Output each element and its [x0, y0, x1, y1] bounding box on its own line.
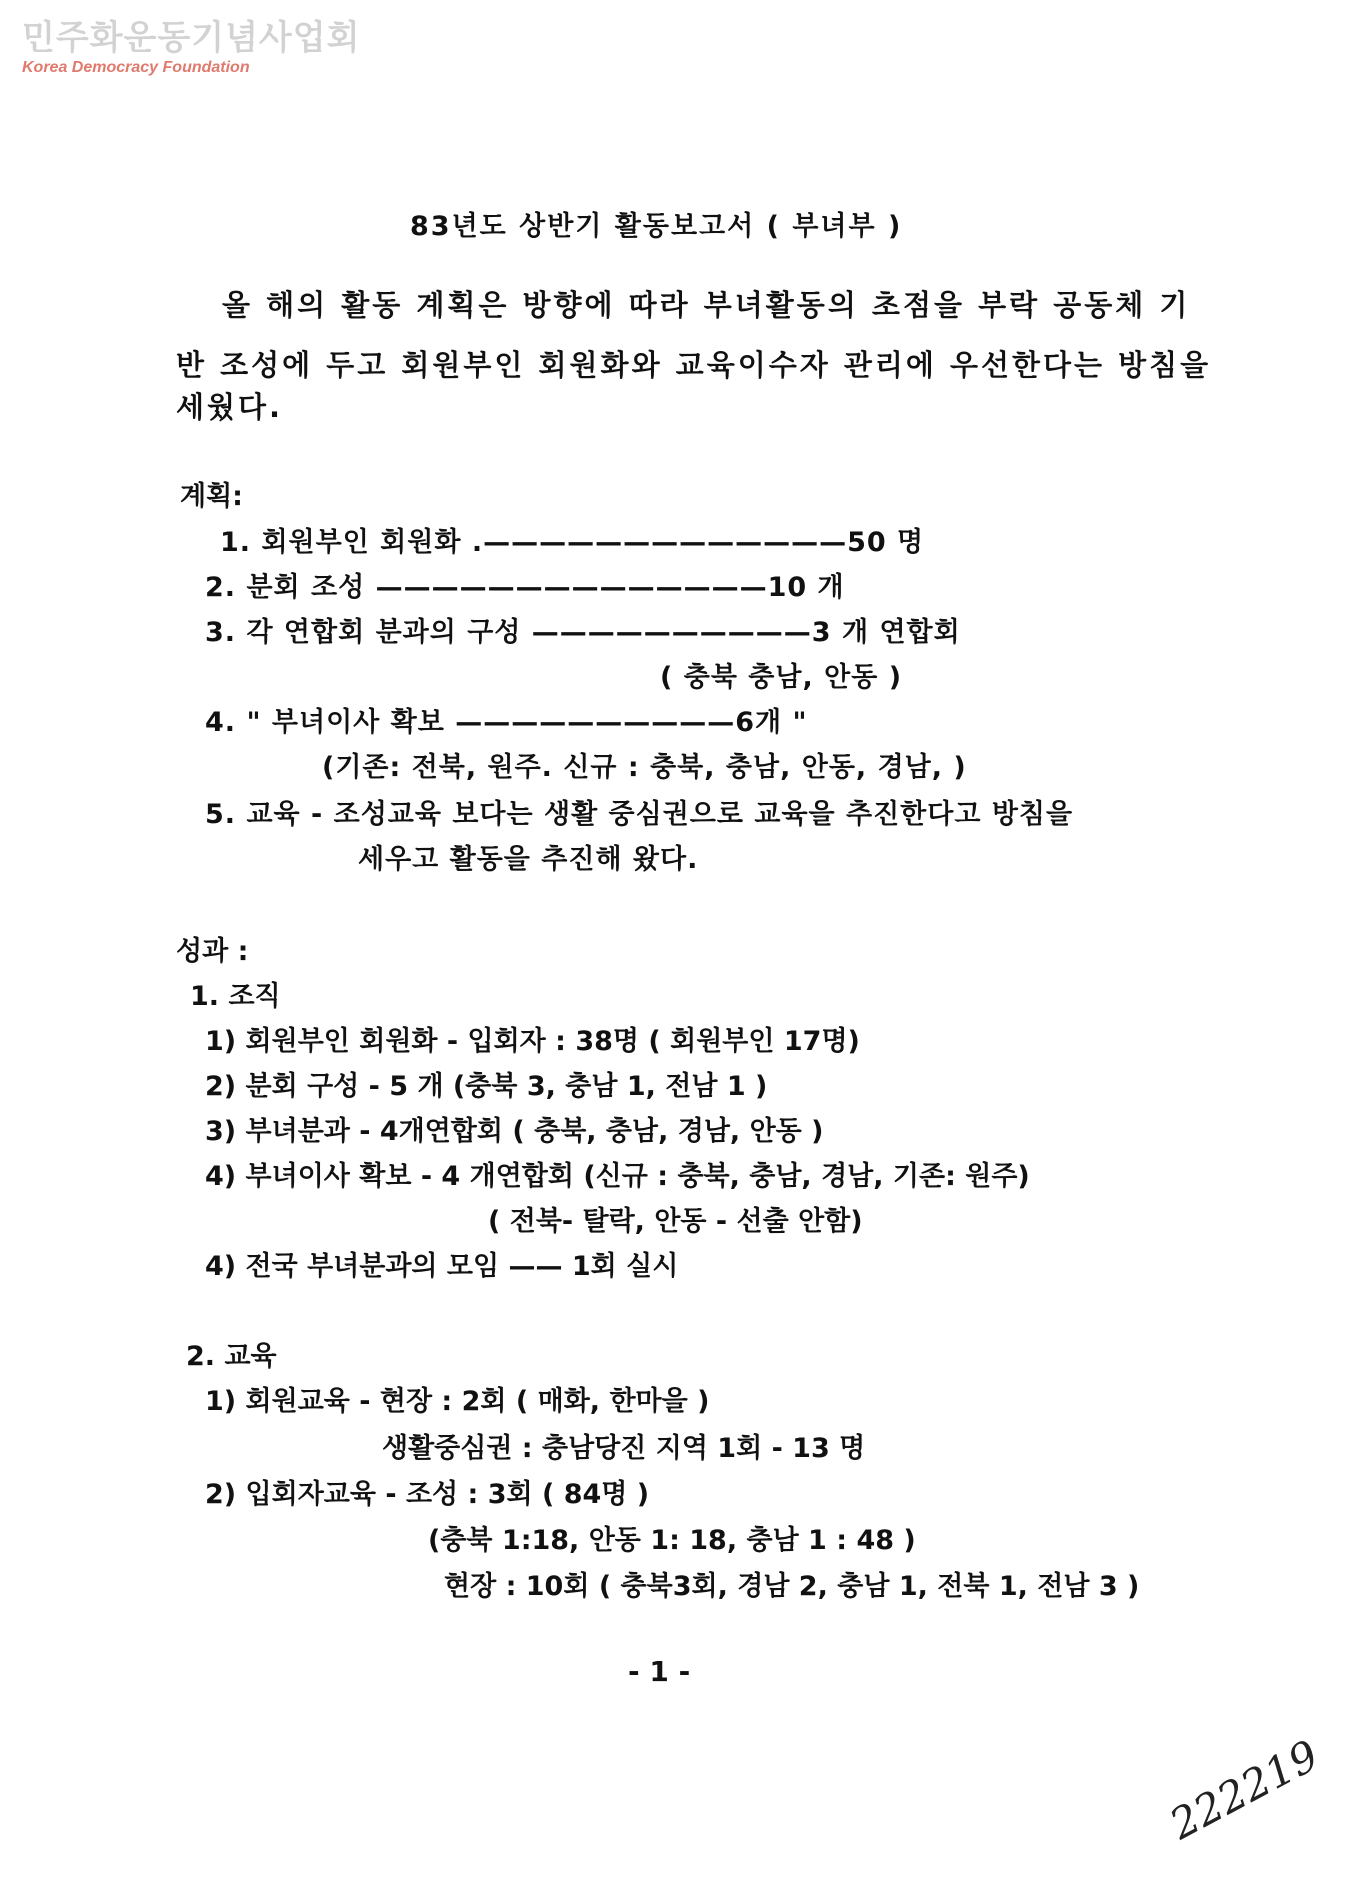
edu-item-1-detail: 생활중심권 : 충남당진 지역 1회 - 13 명	[382, 1433, 866, 1464]
org-item-4-detail: ( 전북- 탈락, 안동 - 선출 안함)	[488, 1206, 863, 1237]
watermark-english: Korea Democracy Foundation	[22, 59, 250, 76]
edu-item-2-detail: (충북 1:18, 안동 1: 18, 충남 1 : 48 )	[428, 1525, 916, 1556]
plan-item-5: 5. 교육 - 조성교육 보다는 생활 중심권으로 교육을 추진한다고 방침을	[205, 799, 1074, 830]
intro-line-3: 세웠다.	[176, 390, 284, 424]
handwritten-serial: 222219	[1161, 1730, 1327, 1849]
edu-item-2: 2) 입회자교육 - 조성 : 3회 ( 84명 )	[205, 1479, 650, 1510]
org-item-5: 4) 전국 부녀분과의 모임 —— 1회 실시	[205, 1251, 679, 1282]
org-heading: 1. 조직	[190, 981, 281, 1012]
plan-item-3-detail: ( 충북 충남, 안동 )	[660, 662, 903, 693]
edu-item-1: 1) 회원교육 - 현장 : 2회 ( 매화, 한마을 )	[205, 1386, 710, 1417]
page-number: - 1 -	[628, 1655, 691, 1688]
plan-item-5-cont: 세우고 활동을 추진해 왔다.	[358, 844, 699, 875]
org-item-2: 2) 분회 구성 - 5 개 (충북 3, 충남 1, 전남 1 )	[205, 1071, 768, 1102]
org-item-3: 3) 부녀분과 - 4개연합회 ( 충북, 충남, 경남, 안동 )	[205, 1116, 824, 1147]
intro-line-2: 반 조성에 두고 회원부인 회원화와 교육이수자 관리에 우선한다는 방침을	[176, 348, 1212, 382]
watermark-korean: 민주화운동기념사업회	[22, 18, 361, 58]
document-title: 83년도 상반기 활동보고서 ( 부녀부 )	[410, 211, 903, 242]
watermark	[22, 18, 360, 78]
plan-item-4: 4. " 부녀이사 확보 ——————————6개 "	[205, 707, 808, 738]
edu-heading: 2. 교육	[186, 1341, 277, 1372]
plan-item-2: 2. 분회 조성 ——————————————10 개	[205, 572, 845, 603]
edu-item-2-field: 현장 : 10회 ( 충북3회, 경남 2, 충남 1, 전북 1, 전남 3 )	[444, 1571, 1140, 1602]
plan-item-4-detail: (기존: 전북, 원주. 신규 : 충북, 충남, 안동, 경남, )	[322, 752, 967, 783]
plan-item-1: 1. 회원부인 회원화 .—————————————50 명	[220, 527, 925, 558]
plan-heading: 계획:	[180, 481, 243, 512]
org-item-1: 1) 회원부인 회원화 - 입회자 : 38명 ( 회원부인 17명)	[205, 1026, 860, 1057]
results-heading: 성과 :	[176, 936, 249, 967]
intro-line-1: 올 해의 활동 계획은 방향에 따라 부녀활동의 초점을 부락 공동체 기	[222, 288, 1191, 322]
plan-item-3: 3. 각 연합회 분과의 구성 ——————————3 개 연합회	[205, 617, 961, 648]
org-item-4: 4) 부녀이사 확보 - 4 개연합회 (신규 : 충북, 충남, 경남, 기존: 원주)	[205, 1161, 1030, 1192]
